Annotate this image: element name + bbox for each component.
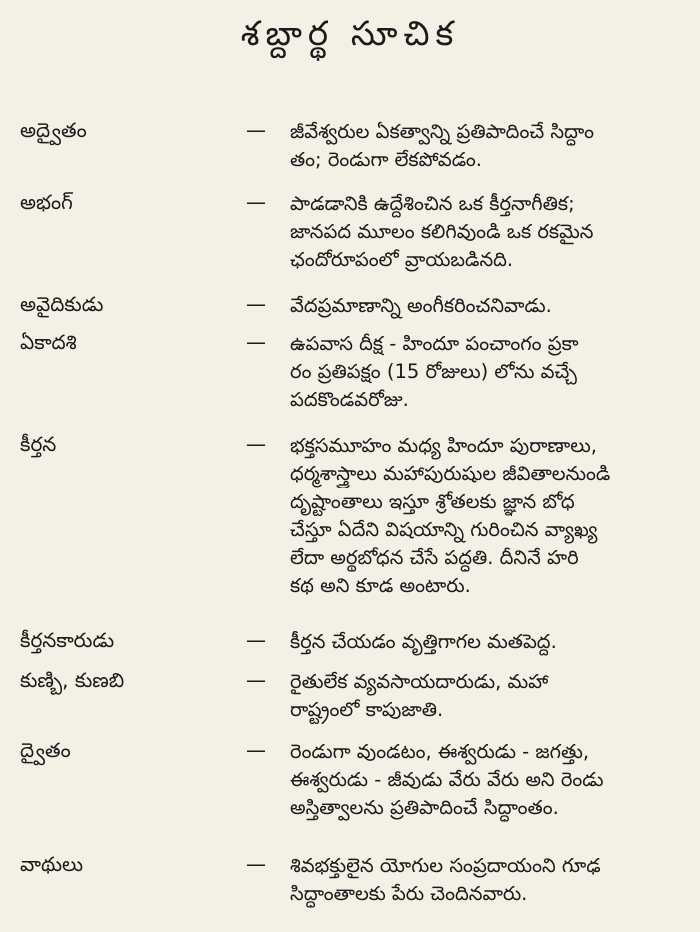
definition-line: దృష్టాంతాలు ఇస్తూ శ్రోతలకు జ్ఞాన బోధ <box>290 490 575 513</box>
entry-definition <box>290 628 686 656</box>
page-title: శబ్దార్థ సూచిక <box>240 14 460 54</box>
entry-dash: — <box>246 118 266 142</box>
entry-definition <box>290 668 686 724</box>
entry-term: అవైదికుడు <box>20 292 104 316</box>
entry-definition <box>290 292 686 320</box>
entry-definition <box>290 190 686 274</box>
entry-term: అభంగ్ <box>20 190 73 214</box>
definition-line: అస్తిత్వాలను ప్రతిపాదించే సిద్ధాంతం. <box>290 796 559 819</box>
entry-dash: — <box>246 330 266 354</box>
definition-line: రెండుగా వుండటం, ఈశ్వరుడు - జగత్తు, <box>290 740 590 763</box>
entry-dash: — <box>246 432 266 456</box>
definition-line: ఉపవాస దీక్ష - హిందూ పంచాంగం ప్రకా <box>290 332 579 355</box>
definition-line: రాష్ట్రంలో కాపుజాతి. <box>290 698 444 721</box>
definition-line: సిద్ధాంతాలకు పేరు చెందినవారు. <box>290 882 528 905</box>
entry-definition <box>290 118 686 174</box>
entry-term: కీర్తన <box>20 432 57 456</box>
definition-line: ఈశ్వరుడు - జీవుడు వేరు వేరు అని రెండు <box>290 768 604 791</box>
entry-term: కీర్తనకారుడు <box>20 628 115 652</box>
entry-dash: — <box>246 668 266 692</box>
definition-line: పాడడానికి ఉద్దేశించిన ఒక కీర్తనాగీతిక; <box>290 192 575 215</box>
entry-term: ద్వైతం <box>20 738 71 762</box>
definition-line: తం; రెండుగా లేకపోవడం. <box>290 148 482 171</box>
entry-definition <box>290 738 686 822</box>
entry-definition <box>290 852 686 908</box>
entry-dash: — <box>246 190 266 214</box>
entry-term: అద్వైతం <box>20 118 87 142</box>
definition-line: జానపద మూలం కలిగివుండి ఒక రకమైన <box>290 220 594 243</box>
entry-dash: — <box>246 292 266 316</box>
definition-line: రం ప్రతిపక్షం (15 రోజులు) లోను వచ్చే <box>290 360 577 383</box>
definition-line: లేదా అర్థబోధన చేసే పద్ధతి. దీనినే హరి <box>290 546 579 569</box>
entry-term: వాథులు <box>20 852 84 876</box>
entry-term: ఏకాదశి <box>20 330 77 354</box>
definition-line: జీవేశ్వరుల ఏకత్వాన్ని ప్రతిపాదించే సిద్ధాం <box>290 120 594 143</box>
entry-term: కుణ్బి, కుణబి <box>20 668 125 692</box>
entry-dash: — <box>246 852 266 876</box>
definition-line: కథ అని కూడ అంటారు. <box>290 574 471 597</box>
entry-dash: — <box>246 738 266 762</box>
definition-line: చేస్తూ ఏదేని విషయాన్ని గురించిన వ్యాఖ్య <box>290 518 598 541</box>
definition-line: భక్తసమూహం మధ్య హిందూ పురాణాలు, <box>290 434 597 457</box>
definition-line: కీర్తన చేయడం వృత్తిగాగల మతపెద్ద. <box>290 630 557 653</box>
definition-line: ధర్మశాస్త్రాలు మహాపురుషుల జీవితాలనుండి <box>290 462 611 485</box>
entry-definition <box>290 432 686 600</box>
definition-line: శివభక్తులైన యోగుల సంప్రదాయంని గూఢ <box>290 854 601 877</box>
entry-definition <box>290 330 686 414</box>
definition-line: ఛందోరూపంలో వ్రాయబడినది. <box>290 248 514 271</box>
entry-dash: — <box>246 628 266 652</box>
definition-line: రైతులేక వ్యవసాయదారుడు, మహా <box>290 670 549 693</box>
definition-line: పదకొండవరోజు. <box>290 388 409 411</box>
definition-line: వేదప్రమాణాన్ని అంగీకరించనివాడు. <box>290 294 552 317</box>
